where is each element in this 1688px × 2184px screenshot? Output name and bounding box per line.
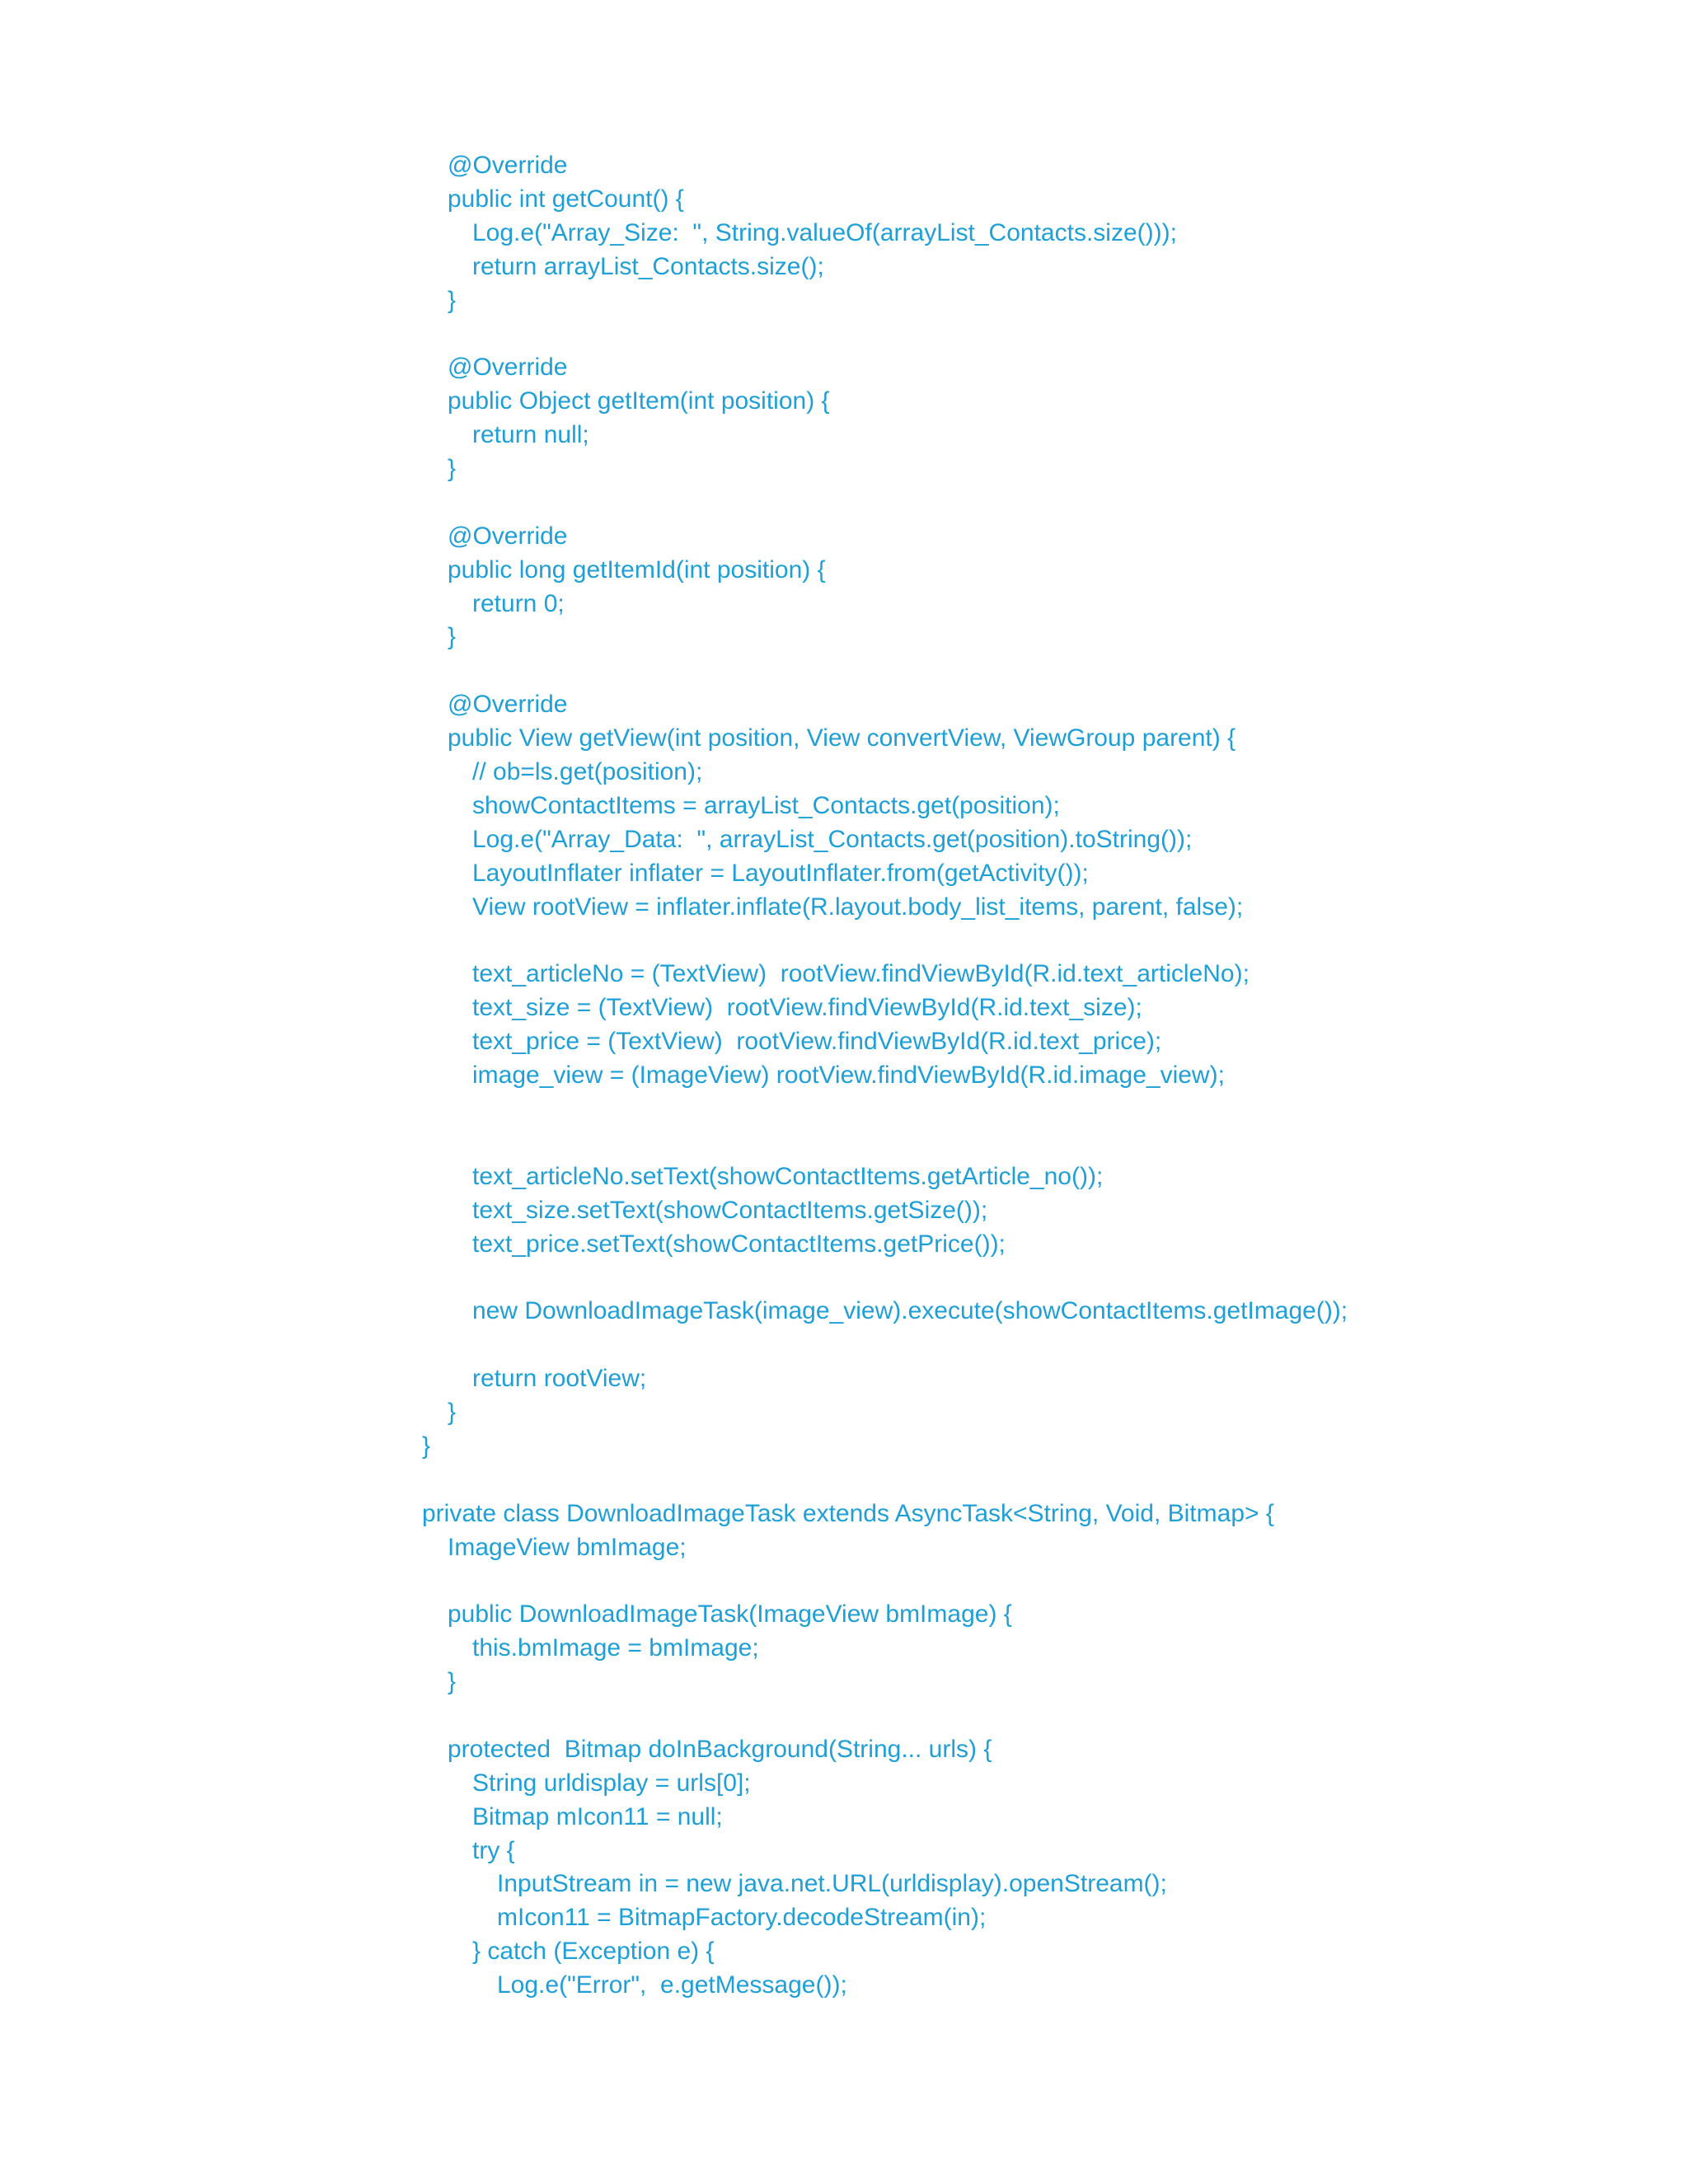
blank-line bbox=[0, 1093, 1688, 1127]
code-line: showContactItems = arrayList_Contacts.get(position); bbox=[472, 791, 1060, 819]
code-line: } bbox=[448, 1398, 457, 1426]
code-line: return arrayList_Contacts.size(); bbox=[472, 252, 824, 280]
blank-line bbox=[0, 1261, 1688, 1295]
blank-line bbox=[0, 1127, 1688, 1160]
blank-line bbox=[0, 1329, 1688, 1362]
code-line: Bitmap mIcon11 = null; bbox=[472, 1802, 723, 1830]
blank-line bbox=[0, 1564, 1688, 1598]
code-line: public DownloadImageTask(ImageView bmImage) { bbox=[448, 1601, 1012, 1629]
blank-line bbox=[0, 924, 1688, 958]
code-line: protected Bitmap doInBackground(String... urls) { bbox=[448, 1735, 992, 1763]
blank-line bbox=[0, 1464, 1688, 1497]
code-line: } bbox=[448, 455, 457, 483]
code-line: View rootView = inflater.inflate(R.layout.body_list_items, parent, false); bbox=[472, 893, 1244, 921]
code-line: // ob=ls.get(position); bbox=[472, 758, 703, 786]
code-line: } bbox=[422, 1432, 431, 1460]
code-line: public View getView(int position, View convertView, ViewGroup parent) { bbox=[448, 724, 1236, 752]
code-line: public Object getItem(int position) { bbox=[448, 387, 830, 415]
code-line: @Override bbox=[448, 522, 568, 550]
code-line: return null; bbox=[472, 421, 589, 449]
code-line: new DownloadImageTask(image_view).execute(showContactItems.getImage()); bbox=[472, 1297, 1348, 1325]
code-line: String urldisplay = urls[0]; bbox=[472, 1769, 751, 1797]
code-line: LayoutInflater inflater = LayoutInflater.from(getActivity()); bbox=[472, 859, 1089, 887]
blank-line bbox=[0, 486, 1688, 520]
blank-line bbox=[0, 1699, 1688, 1733]
code-line: text_size.setText(showContactItems.getSize()); bbox=[472, 1196, 988, 1224]
code-line: Log.e("Error", e.getMessage()); bbox=[497, 1971, 847, 1999]
code-line: InputStream in = new java.net.URL(urldisplay).openStream(); bbox=[497, 1870, 1167, 1898]
blank-line bbox=[0, 317, 1688, 351]
code-line: @Override bbox=[448, 691, 568, 719]
code-line: } catch (Exception e) { bbox=[472, 1938, 715, 1966]
code-line: text_price = (TextView) rootView.findViewById(R.id.text_price); bbox=[472, 1028, 1162, 1056]
code-line: text_articleNo.setText(showContactItems.getArticle_no()); bbox=[472, 1162, 1104, 1190]
code-line: @Override bbox=[448, 354, 568, 382]
code-line: text_size = (TextView) rootView.findViewById(R.id.text_size); bbox=[472, 994, 1142, 1022]
code-line: return 0; bbox=[472, 589, 565, 617]
code-line: } bbox=[448, 286, 457, 314]
code-line: mIcon11 = BitmapFactory.decodeStream(in); bbox=[497, 1904, 987, 1932]
code-line: @Override bbox=[448, 152, 568, 179]
code-line: } bbox=[448, 623, 457, 651]
code-line: public long getItemId(int position) { bbox=[448, 555, 826, 583]
code-listing bbox=[0, 149, 1688, 2003]
code-line: image_view = (ImageView) rootView.findViewById(R.id.image_view); bbox=[472, 1062, 1225, 1090]
code-line: text_articleNo = (TextView) rootView.findViewById(R.id.text_articleNo); bbox=[472, 960, 1250, 988]
blank-line bbox=[0, 654, 1688, 688]
code-line: public int getCount() { bbox=[448, 185, 684, 213]
code-line: private class DownloadImageTask extends AsyncTask<String, Void, Bitmap> { bbox=[422, 1499, 1274, 1527]
code-line: Log.e("Array_Data: ", arrayList_Contacts.get(position).toString()); bbox=[472, 825, 1193, 853]
code-line: ImageView bmImage; bbox=[448, 1533, 687, 1561]
code-line: this.bmImage = bmImage; bbox=[472, 1634, 759, 1662]
code-line: return rootView; bbox=[472, 1365, 647, 1393]
code-line: try { bbox=[472, 1836, 515, 1864]
code-line: Log.e("Array_Size: ", String.valueOf(arrayList_Contacts.size())); bbox=[472, 218, 1177, 246]
code-line: } bbox=[448, 1668, 457, 1696]
code-line: text_price.setText(showContactItems.getPrice()); bbox=[472, 1230, 1006, 1258]
